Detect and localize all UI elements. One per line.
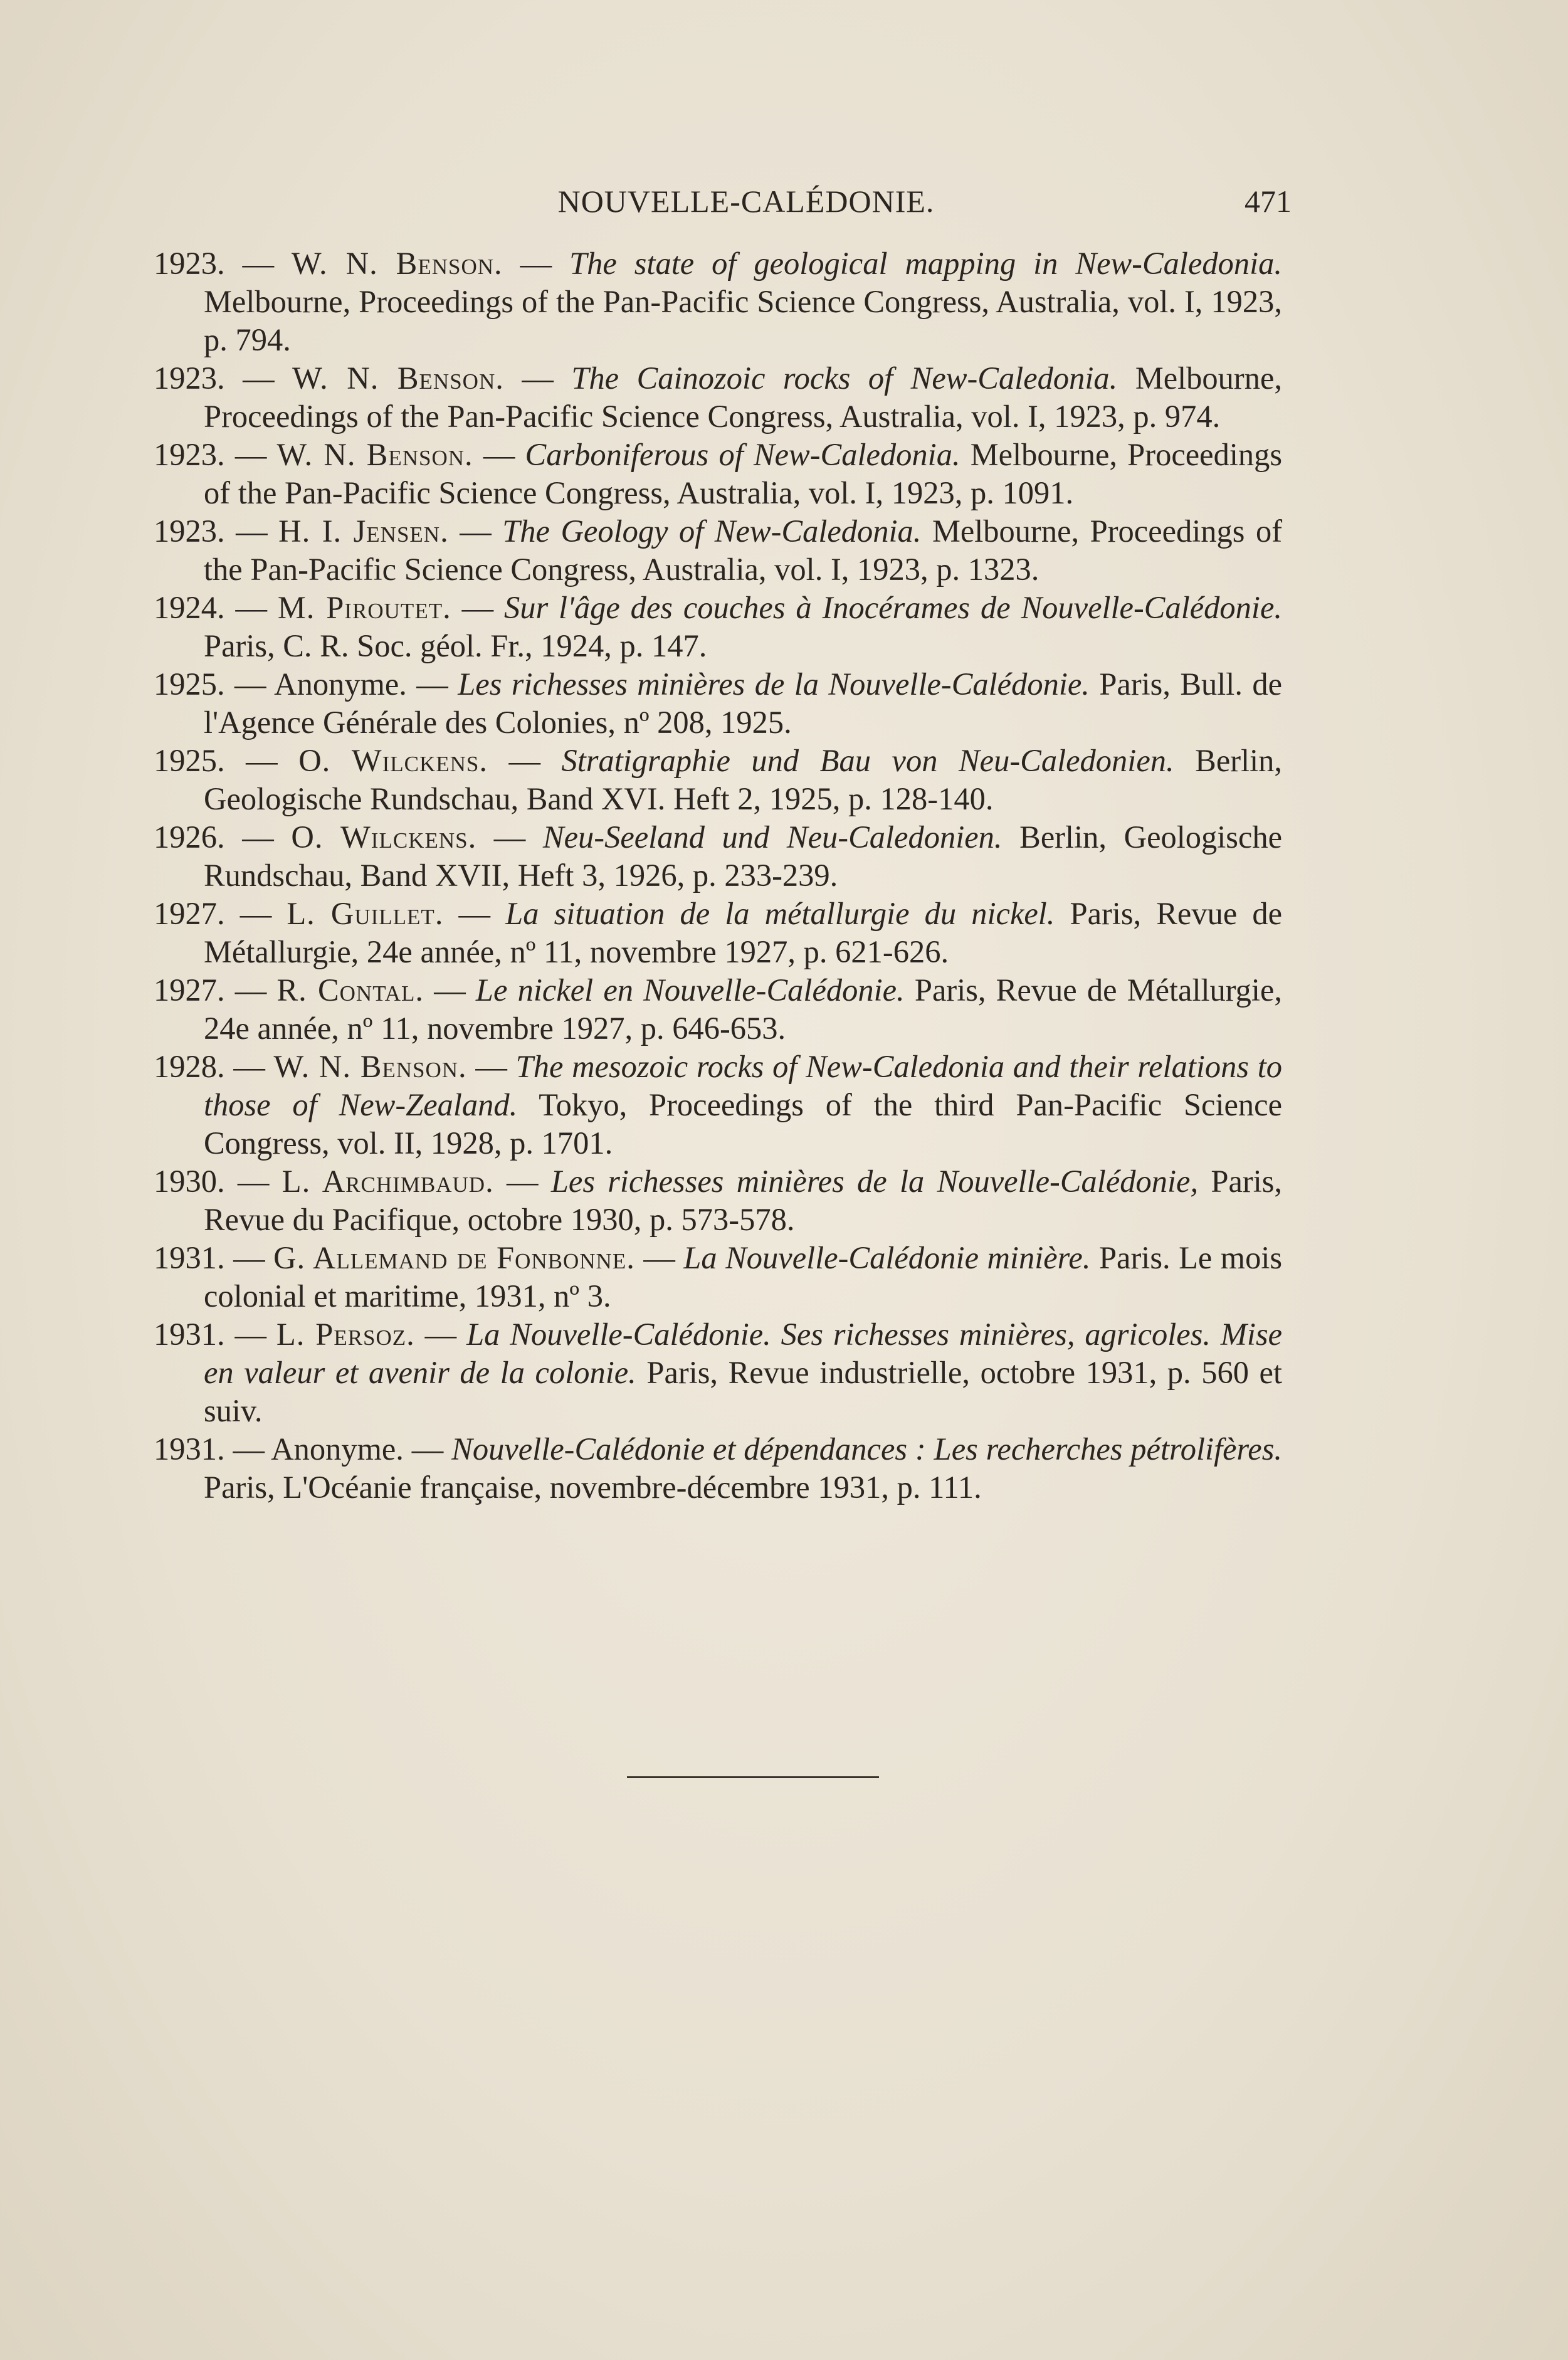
entry-author: W. N. Benson.	[273, 1049, 467, 1084]
entry-publication: Melbourne, Proceedings of the Pan-Pacific Science Congress, Australia, vol. I, 1923, p. 974.	[204, 361, 1283, 434]
entry-publication: Paris, Revue industrielle, octobre 1931, p. 560 et suiv.	[204, 1355, 1283, 1428]
entry-author: W. N. Benson.	[292, 361, 504, 396]
entry-author: M. Piroutet.	[277, 590, 451, 625]
entry-title: Stratigraphie und Bau von Neu-Caledonien.	[561, 743, 1174, 778]
entry-year: 1925.	[154, 743, 225, 778]
entry-publication: Paris, Revue de Métallurgie, 24e année, nº 11, novembre 1927, p. 646-653.	[204, 972, 1283, 1046]
bibliography-entry: 1931. — L. Persoz. — La Nouvelle-Calédonie. Ses richesses minières, agricoles. Mise en valeur et avenir de la colonie. Paris, Revue industrielle, octobre 1931, p. 560 et suiv.	[154, 1317, 1283, 1428]
entry-title: Le nickel en Nouvelle-Calédonie.	[475, 972, 905, 1008]
entry-publication: Melbourne, Proceedings of the Pan-Pacific Science Congress, Australia, vol. I, 1923, p. 1091.	[204, 437, 1283, 510]
bibliography-entry: 1931. — Anonyme. — Nouvelle-Calédonie et dépendances : Les recherches pétrolifères. Paris, L'Océanie française, novembre-décembre 1931, p. 111.	[154, 1431, 1282, 1505]
bibliography-entry: 1925. — Anonyme. — Les richesses minières de la Nouvelle-Calédonie. Paris, Bull. de l'Agence Générale des Colonies, nº 208, 1925.	[154, 666, 1282, 740]
entry-title: La situation de la métallurgie du nickel.	[505, 896, 1055, 931]
entry-author: L. Persoz.	[276, 1317, 415, 1352]
entry-year: 1923.	[154, 246, 225, 281]
entry-author: Anonyme.	[274, 666, 407, 702]
entry-title: The Cainozoic rocks of New-Caledonia.	[571, 361, 1118, 396]
end-rule	[627, 1776, 879, 1778]
entry-year: 1928.	[154, 1049, 225, 1084]
entry-publication: Berlin, Geologische Rundschau, Band XVI. Heft 2, 1925, p. 128-140.	[204, 743, 1283, 816]
entry-author: G. Allemand de Fonbonne.	[273, 1240, 635, 1275]
bibliography-entry: 1931. — G. Allemand de Fonbonne. — La Nouvelle-Calédonie minière. Paris. Le mois colonial et maritime, 1931, nº 3.	[154, 1240, 1283, 1314]
entry-year: 1923.	[154, 514, 225, 549]
entry-title: Neu-Seeland und Neu-Caledonien.	[542, 819, 1002, 855]
entry-author: O. Wilckens.	[291, 819, 477, 855]
entry-publication: Paris. Le mois colonial et maritime, 1931, nº 3.	[204, 1240, 1283, 1314]
entry-year: 1930.	[154, 1164, 225, 1199]
bibliography-entry: 1927. — L. Guillet. — La situation de la métallurgie du nickel. Paris, Revue de Métallurgie, 24e année, nº 11, novembre 1927, p. 621-626.	[154, 896, 1283, 969]
entry-year: 1925.	[154, 666, 225, 702]
entry-title: Les richesses minières de la Nouvelle-Calédonie.	[458, 666, 1090, 702]
entry-title: La Nouvelle-Calédonie. Ses richesses minières, agricoles. Mise en valeur et avenir de la colonie.	[204, 1317, 1283, 1390]
entry-publication: Paris, L'Océanie française, novembre-décembre 1931, p. 111.	[204, 1470, 982, 1505]
entry-author: O. Wilckens.	[298, 743, 488, 778]
bibliography-entry: 1928. — W. N. Benson. — The mesozoic rocks of New-Caledonia and their relations to those of New-Zealand. Tokyo, Proceedings of the third Pan-Pacific Science Congress, vol. II, 1928, p. 1701.	[154, 1049, 1283, 1161]
entry-title: Les richesses minières de la Nouvelle-Calédonie,	[550, 1164, 1199, 1199]
entry-year: 1931.	[154, 1317, 225, 1352]
entry-year: 1926.	[154, 819, 225, 855]
entry-title: Nouvelle-Calédonie et dépendances : Les recherches pétrolifères.	[451, 1431, 1282, 1467]
bibliography-entry: 1923. — W. N. Benson. — Carboniferous of New-Caledonia. Melbourne, Proceedings of the Pan-Pacific Science Congress, Australia, vol. I, 1923, p. 1091.	[154, 437, 1283, 510]
entry-title: La Nouvelle-Calédonie minière.	[683, 1240, 1091, 1275]
bibliography-entry: 1927. — R. Contal. — Le nickel en Nouvelle-Calédonie. Paris, Revue de Métallurgie, 24e année, nº 11, novembre 1927, p. 646-653.	[154, 972, 1283, 1046]
bibliography-entry: 1930. — L. Archimbaud. — Les richesses minières de la Nouvelle-Calédonie, Paris, Revue du Pacifique, octobre 1930, p. 573-578.	[154, 1164, 1282, 1237]
entry-publication: Paris, C. R. Soc. géol. Fr., 1924, p. 147.	[204, 628, 707, 663]
entry-year: 1924.	[154, 590, 225, 625]
entry-author: L. Guillet.	[287, 896, 444, 931]
bibliography-entry: 1925. — O. Wilckens. — Stratigraphie und Bau von Neu-Caledonien. Berlin, Geologische Rundschau, Band XVI. Heft 2, 1925, p. 128-140.	[154, 743, 1283, 816]
entry-author: Anonyme.	[271, 1431, 404, 1467]
bibliography-entry: 1923. — W. N. Benson. — The Cainozoic rocks of New-Caledonia. Melbourne, Proceedings of the Pan-Pacific Science Congress, Australia, vol. I, 1923, p. 974.	[154, 361, 1283, 434]
entry-author: W. N. Benson.	[276, 437, 473, 472]
entry-publication: Melbourne, Proceedings of the Pan-Pacific Science Congress, Australia, vol. I, 1923, p. 794.	[204, 284, 1282, 357]
bibliography-list	[154, 245, 1282, 1507]
page-number: 471	[1244, 184, 1292, 219]
entry-year: 1923.	[154, 437, 225, 472]
entry-title: The mesozoic rocks of New-Caledonia and their relations to those of New-Zealand.	[204, 1049, 1283, 1122]
running-header	[201, 183, 1292, 227]
entry-publication: Paris, Revue de Métallurgie, 24e année, nº 11, novembre 1927, p. 621-626.	[204, 896, 1283, 969]
entry-author: H. I. Jensen.	[278, 514, 449, 549]
entry-publication: Melbourne, Proceedings of the Pan-Pacific Science Congress, Australia, vol. I, 1923, p. 1323.	[204, 514, 1283, 587]
entry-title: The Geology of New-Caledonia.	[502, 514, 922, 549]
entry-title: The state of geological mapping in New-Caledonia.	[569, 246, 1283, 281]
entry-publication: Paris, Revue du Pacifique, octobre 1930, p. 573-578.	[204, 1164, 1282, 1237]
entry-author: L. Archimbaud.	[282, 1164, 494, 1199]
entry-author: W. N. Benson.	[292, 246, 503, 281]
entry-year: 1931.	[154, 1240, 225, 1275]
bibliography-entry: 1924. — M. Piroutet. — Sur l'âge des couches à Inocérames de Nouvelle-Calédonie. Paris, C. R. Soc. géol. Fr., 1924, p. 147.	[154, 590, 1282, 663]
entry-year: 1923.	[154, 361, 225, 396]
running-title: NOUVELLE-CALÉDONIE.	[557, 184, 935, 219]
entry-author: R. Contal.	[276, 972, 424, 1008]
entry-title: Carboniferous of New-Caledonia.	[525, 437, 960, 472]
entry-year: 1931.	[154, 1431, 225, 1467]
entry-year: 1927.	[154, 896, 225, 931]
entry-publication: Paris, Bull. de l'Agence Générale des Colonies, nº 208, 1925.	[204, 666, 1282, 740]
entry-publication: Berlin, Geologische Rundschau, Band XVII, Heft 3, 1926, p. 233-239.	[204, 819, 1283, 893]
bibliography-entry: 1926. — O. Wilckens. — Neu-Seeland und Neu-Caledonien. Berlin, Geologische Rundschau, Band XVII, Heft 3, 1926, p. 233-239.	[154, 819, 1283, 893]
bibliography-entry: 1923. — H. I. Jensen. — The Geology of New-Caledonia. Melbourne, Proceedings of the Pan-Pacific Science Congress, Australia, vol. I, 1923, p. 1323.	[154, 514, 1283, 587]
entry-year: 1927.	[154, 972, 225, 1008]
entry-publication: Tokyo, Proceedings of the third Pan-Pacific Science Congress, vol. II, 1928, p. 1701.	[204, 1087, 1282, 1161]
entry-title: Sur l'âge des couches à Inocérames de Nouvelle-Calédonie.	[503, 590, 1282, 625]
bibliography-entry: 1923. — W. N. Benson. — The state of geological mapping in New-Caledonia. Melbourne, Proceedings of the Pan-Pacific Science Congress, Australia, vol. I, 1923, p. 794.	[154, 246, 1283, 357]
